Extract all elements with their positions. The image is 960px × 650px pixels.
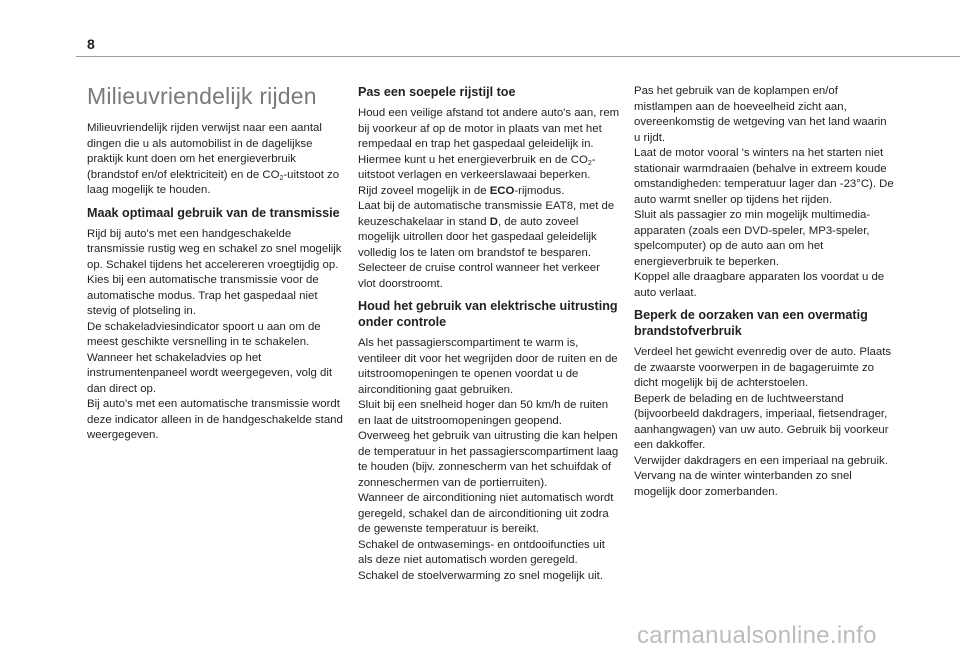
intro-paragraph: Milieuvriendelijk rijden verwijst naar een aantal dingen die u als automobilist in de dagelijkse praktijk kunt doen om het energieverbruik (brandstof en/of elektriciteit) en de $CO_2$-uitstoot zo laag mogelijk te houden.	[87, 122, 340, 196]
electric-equipment-heading: Houd het gebruik van elektrische uitrusting onder controle	[358, 299, 618, 329]
fuel-consumption-heading: Beperk de oorzaken van een overmatig brandstofverbruik	[634, 308, 868, 338]
gear-d-label: D	[489, 215, 498, 228]
column-2	[358, 84, 620, 590]
driving-style-body: Houd een veilige afstand tot andere auto's aan, rem bij voorkeur af op de motor in plaats van met het rempedaal en trap het gaspedaal geleidelijk in. Hiermee kunt u het energieverbruik en de $CO_2$-uitstoot verlagen en verkeerslawaai beperken. Rijd zoveel mogelijk in de ECO-rijmodus. Laat bij de automatische transmissie EAT8, met de keuzeschakelaar in stand D, de auto zoveel mogelijk uitrollen door het gaspedaal geleidelijk volledig los te laten om brandstof te besparen. Selecteer de cruise control wanneer het verkeer vlot doorstroomt.	[358, 107, 620, 290]
transmission-heading: Maak optimaal gebruik van de transmissie	[87, 205, 340, 220]
transmission-body: Rijd bij auto's met een handgeschakelde transmissie rustig weg en schakel zo snel mogelijk op. Schakel tijdens het accelereren vroegtijdig op. Kies bij een automatische transmissie voor de automatische modus. Trap het gaspedaal niet stevig of plotseling in. De schakeladviesindicator spoort u aan om de meest geschikte versnelling in te schakelen. Wanneer het schakeladvies op het instrumentenpaneel wordt weergegeven, volg dit dan direct op. Bij auto's met een automatische transmissie wordt deze indicator alleen in de handgeschakelde stand weergegeven.	[87, 227, 343, 441]
watermark: carmanualsonline.info	[637, 622, 877, 649]
eco-mode-label: ECO	[489, 184, 515, 197]
column-3	[634, 84, 896, 506]
page-title: Milieuvriendelijk rijden	[87, 83, 317, 109]
electric-equipment-body: Als het passagierscompartiment te warm is, ventileer dit voor het wegrijden door de ruiten en de uitstroomopeningen te openen voordat u de airconditioning gaat gebruiken. Sluit bij een snelheid hoger dan 50 km/h de ruiten en laat de uitstroomopeningen geopend. Overweeg het gebruik van uitrusting die kan helpen de temperatuur in het passagierscompartiment laag te houden (bijv. zonnescherm van het schuifdak of zonneschermen van de portierruiten). Wanneer de airconditioning niet automatisch wordt geregeld, schakel dan de airconditioning uit zodra de gewenste temperatuur is bereikt. Schakel de ontwasemings- en ontdooifuncties uit als deze niet automatisch worden geregeld. Schakel de stoelverwarming zo snel mogelijk uit.	[358, 337, 619, 582]
fuel-consumption-body: Verdeel het gewicht evenredig over de auto. Plaats de zwaarste voorwerpen in de bagageruimte zo dicht mogelijk bij de achterstoelen. Beperk de belading en de luchtweerstand (bijvoorbeeld dakdragers, imperiaal, fietsendrager, aanhangwagen) van uw auto. Gebruik bij voorkeur een dakkoffer. Verwijder dakdragers en een imperiaal na gebruik. Vervang na de winter winterbanden zo snel mogelijk door zomerbanden.	[634, 346, 892, 498]
header-rule	[76, 56, 960, 57]
page-number: 8	[87, 36, 95, 52]
driving-style-heading: Pas een soepele rijstijl toe	[358, 85, 516, 99]
column-1	[87, 80, 349, 450]
lights-engine-body: Pas het gebruik van de koplampen en/of mistlampen aan de hoeveelheid zicht aan, overeenkomstig de wetgeving van het land waarin u rijdt. Laat de motor vooral 's winters na het starten niet stationair warmdraaien (behalve in extreem koude omstandigheden: temperatuur lager dan -23°C). De auto warmt sneller op tijdens het rijden. Sluit als passagier zo min mogelijk multimedia-apparaten (zoals een DVD-speler, MP3-speler, spelcomputer) op de auto aan om het energieverbruik te beperken. Koppel alle draagbare apparaten los voordat u de auto verlaat.	[634, 85, 894, 299]
